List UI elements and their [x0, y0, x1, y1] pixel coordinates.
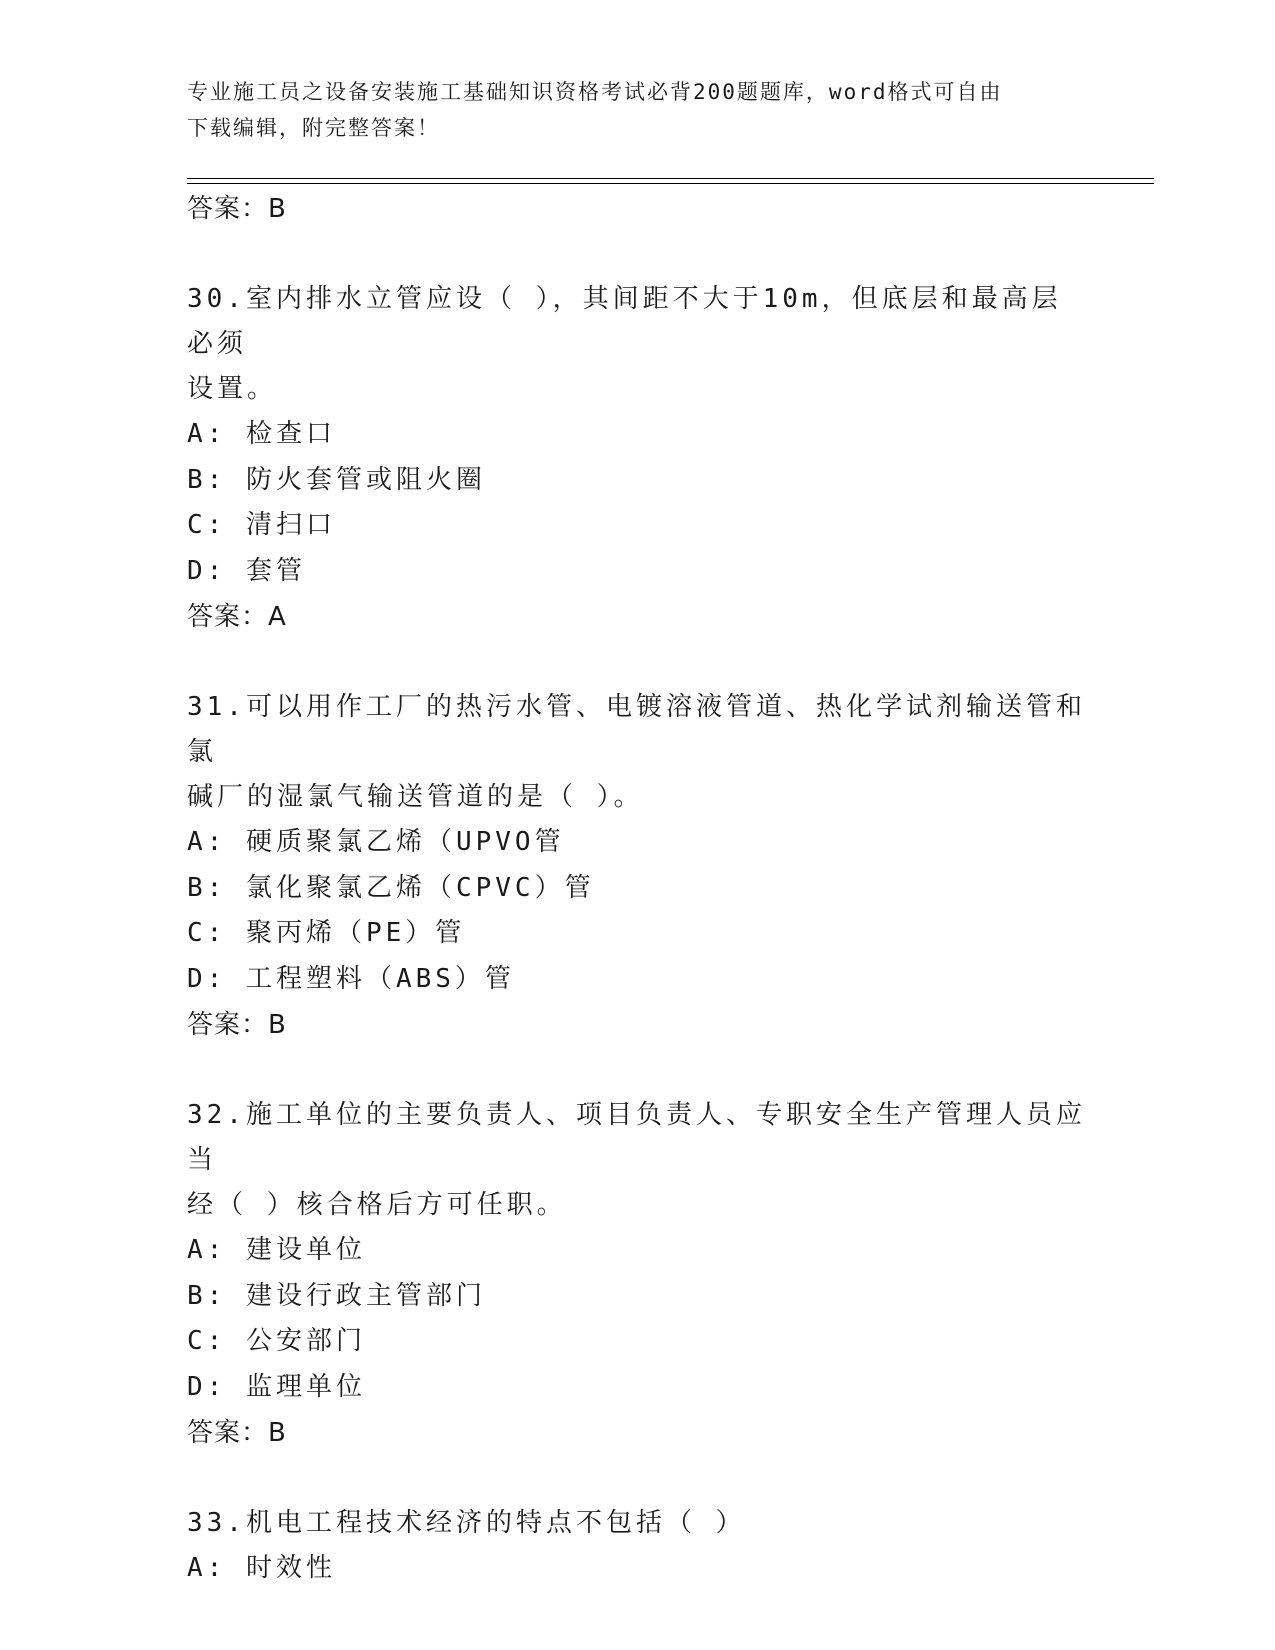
option-d: [187, 549, 1087, 595]
question-list: [187, 186, 1087, 1592]
question-text: [187, 1093, 1087, 1228]
option-text: 工程塑料（ABS）管: [245, 963, 515, 994]
option-c: [187, 503, 1087, 549]
option-text: 建设行政主管部门: [245, 1280, 486, 1311]
page-header: [187, 74, 1067, 146]
option-text: 监理单位: [245, 1371, 366, 1402]
option-key: D:: [187, 963, 227, 994]
header-line-2: 下载编辑，附完整答案！: [187, 116, 440, 140]
answer: 答案：B: [187, 1418, 287, 1448]
option-key: A:: [187, 419, 227, 449]
option-text: 清扫口: [245, 510, 336, 540]
option-key: A:: [187, 1235, 227, 1265]
question-text-line: 32.施工单位的主要负责人、项目负责人、专职安全生产管理人员应当: [187, 1100, 1086, 1175]
option-text: 时效性: [245, 1553, 336, 1583]
question-32: [187, 1093, 1087, 1456]
option-a: [187, 1228, 1087, 1274]
question-33: [187, 1501, 1087, 1592]
option-text: 套管: [245, 555, 306, 586]
option-d: [187, 957, 1087, 1003]
option-a: [187, 412, 1087, 458]
option-key: C:: [187, 918, 227, 948]
question-text: [187, 1501, 1087, 1546]
question-31: [187, 685, 1087, 1048]
option-key: A:: [187, 827, 227, 857]
question-text-line: 31.可以用作工厂的热污水管、电镀溶液管道、热化学试剂输送管和氯: [187, 692, 1086, 767]
option-b: [187, 1274, 1087, 1320]
option-text: 公安部门: [245, 1326, 366, 1356]
question-text-line: 经（ ）核合格后方可任职。: [187, 1190, 567, 1220]
option-text: 氯化聚氯乙烯（CPVC）管: [245, 872, 595, 903]
option-text: 聚丙烯（PE）管: [245, 918, 466, 948]
option-text: 检查口: [245, 419, 336, 449]
option-a: [187, 820, 1087, 866]
question-text: [187, 277, 1087, 412]
option-text: 硬质聚氯乙烯（UPVO管: [245, 827, 565, 857]
question-30: [187, 277, 1087, 640]
question-text-line: 碱厂的湿氯气输送管道的是（ ）。: [187, 782, 644, 812]
previous-answer: 答案：B: [187, 194, 287, 224]
option-key: D:: [187, 555, 227, 586]
option-c: [187, 911, 1087, 957]
question-text-line: 设置。: [187, 374, 278, 404]
option-key: B:: [187, 464, 227, 495]
question-text-line: 30.室内排水立管应设（ ），其间距不大于10m，但底层和最高层必须: [187, 284, 1062, 359]
option-key: D:: [187, 1371, 227, 1402]
option-key: C:: [187, 1326, 227, 1356]
option-text: 建设单位: [245, 1235, 366, 1265]
option-b: [187, 866, 1087, 912]
answer: 答案：A: [187, 602, 287, 632]
header-divider-top: [187, 178, 1154, 179]
header-line-1: 专业施工员之设备安装施工基础知识资格考试必背200题题库，word格式可自由: [187, 80, 1003, 104]
option-key: A:: [187, 1553, 227, 1583]
header-divider-bottom: [187, 183, 1154, 184]
option-d: [187, 1365, 1087, 1411]
option-text: 防火套管或阻火圈: [245, 464, 486, 495]
option-key: B:: [187, 1280, 227, 1311]
option-key: C:: [187, 510, 227, 540]
option-c: [187, 1319, 1087, 1365]
option-b: [187, 458, 1087, 504]
option-key: B:: [187, 872, 227, 903]
question-text-line: 33.机电工程技术经济的特点不包括（ ）: [187, 1508, 746, 1538]
option-a: [187, 1546, 1087, 1592]
question-text: [187, 685, 1087, 820]
answer: 答案：B: [187, 1010, 287, 1040]
